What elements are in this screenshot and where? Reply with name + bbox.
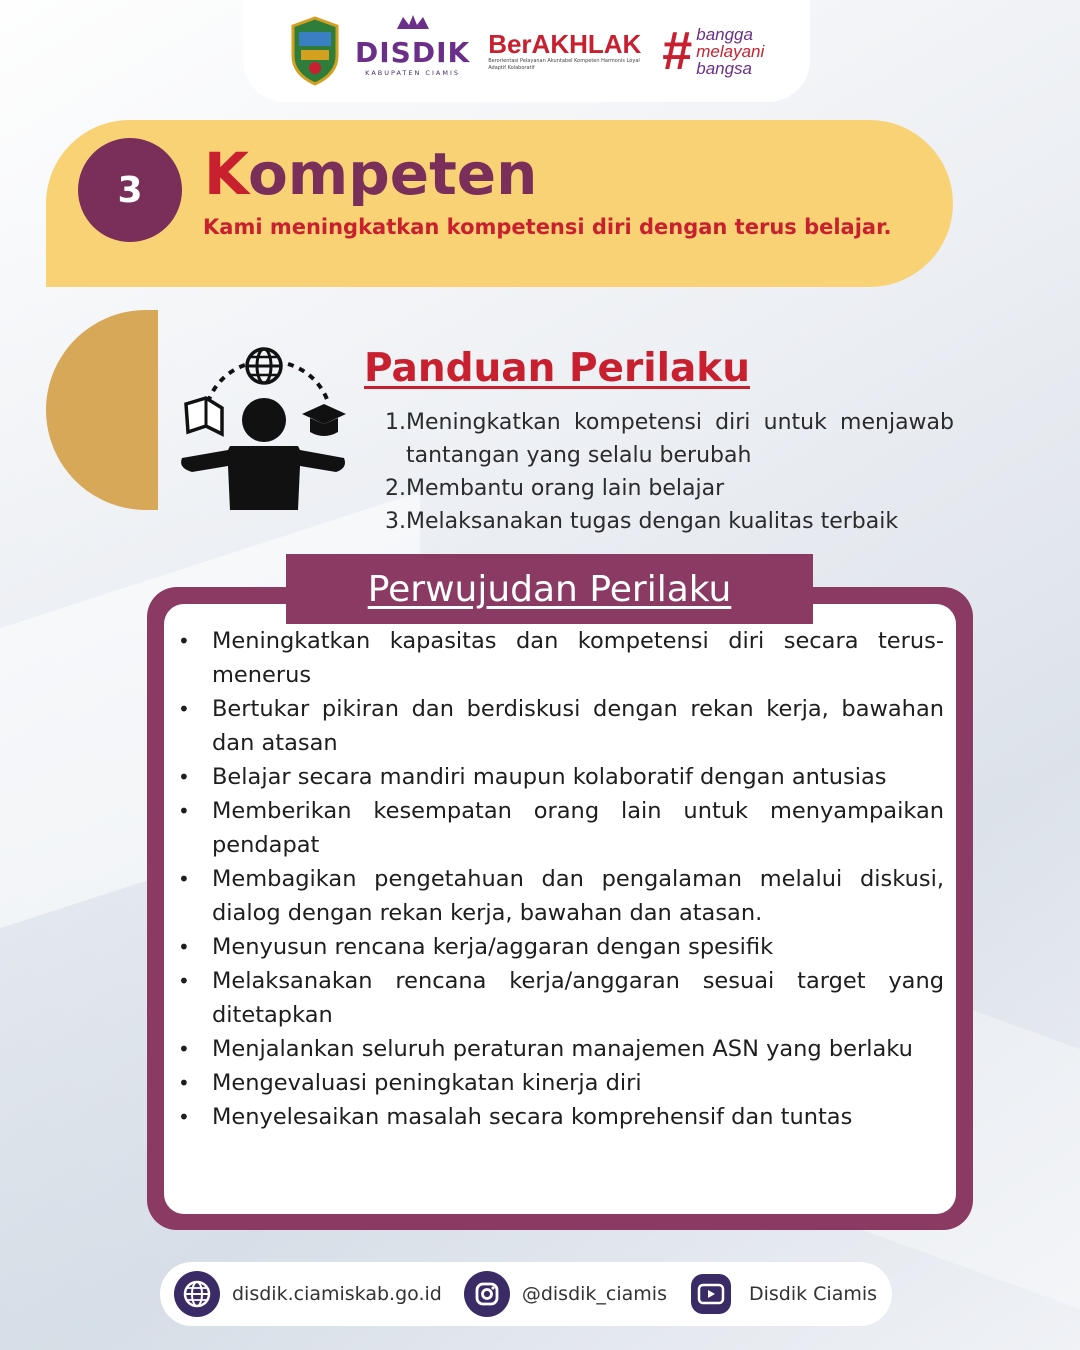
list-item: [178, 1066, 944, 1100]
list-item: [178, 760, 944, 794]
list-number: 2.: [385, 476, 406, 501]
list-item: [178, 624, 944, 692]
bullet: •: [178, 867, 190, 891]
hashtag-mark: #: [662, 21, 693, 81]
perwujudan-heading: Perwujudan Perilaku: [367, 568, 732, 610]
list-text: Menyelesaikan masalah secara komprehensif dan tuntas: [212, 1104, 853, 1130]
website-link[interactable]: [174, 1271, 442, 1317]
disdik-wordmark: DISDIK: [355, 36, 471, 69]
berakhlak-logo: [488, 30, 648, 72]
bullet: •: [178, 697, 190, 721]
title-rest: ompeten: [247, 140, 538, 208]
berakhlak-tagline: Berorientasi Pelayanan Akuntabel Kompeten Harmonis Loyal Adaptif Kolaboratif: [488, 58, 640, 71]
list-text: Melaksanakan tugas dengan kualitas terbaik: [406, 509, 899, 534]
disdik-crown-icon: [393, 13, 433, 31]
list-number: 3.: [385, 509, 406, 534]
bullet: •: [178, 765, 190, 789]
list-text: Meningkatkan kapasitas dan kompetensi diri secara terus-menerus: [212, 628, 944, 688]
page-subtitle: Kami meningkatkan kompetensi diri dengan terus belajar.: [203, 215, 892, 239]
panduan-list: [380, 406, 954, 538]
youtube-icon: [691, 1274, 731, 1314]
instagram-text: @disdik_ciamis: [521, 1283, 667, 1305]
bangga-line: bangga: [696, 24, 753, 44]
title-initial: K: [204, 140, 248, 208]
instagram-icon: [464, 1271, 510, 1317]
globe-icon: [174, 1271, 220, 1317]
list-text: Membagikan pengetahuan dan pengalaman melalui diskusi, dialog dengan rekan kerja, bawahan dan atasan.: [212, 866, 944, 926]
youtube-text: Disdik Ciamis: [748, 1283, 878, 1305]
bullet: •: [178, 969, 190, 993]
perwujudan-list: [178, 624, 944, 1134]
bullet: •: [178, 1105, 190, 1129]
list-text: Bertukar pikiran dan berdiskusi dengan rekan kerja, bawahan dan atasan: [212, 696, 944, 756]
bangga-line: melayani: [696, 41, 765, 61]
list-text: Mengevaluasi peningkatan kinerja diri: [212, 1070, 642, 1096]
list-item: [178, 1032, 944, 1066]
youtube-link[interactable]: [691, 1274, 877, 1314]
bullet: •: [178, 799, 190, 823]
bullet: •: [178, 629, 190, 653]
value-number-badge: 3: [78, 138, 182, 242]
list-text: Meningkatkan kompetensi diri untuk menjawab tantangan yang selalu berubah: [406, 410, 954, 468]
bangga-melayani-logo: [662, 21, 765, 81]
list-item: [380, 472, 954, 505]
berakhlak-wordmark: BerAKHLAK: [488, 29, 642, 59]
list-item: [178, 964, 944, 1032]
list-text: Melaksanakan rencana kerja/anggaran sesuai target yang ditetapkan: [212, 968, 944, 1028]
list-item: [178, 692, 944, 760]
list-item: [178, 794, 944, 862]
list-text: Menyusun rencana kerja/aggaran dengan spesifik: [212, 934, 774, 960]
list-item: [178, 862, 944, 930]
list-item: [178, 1100, 944, 1134]
bullet: •: [178, 1071, 190, 1095]
ciamis-crest-icon: [291, 16, 339, 86]
logo-bar: [243, 0, 810, 102]
list-item: [178, 930, 944, 964]
bullet: •: [178, 935, 190, 959]
list-text: Membantu orang lain belajar: [406, 476, 725, 501]
list-text: Menjalankan seluruh peraturan manajemen ASN yang berlaku: [212, 1036, 913, 1062]
social-footer: [160, 1262, 892, 1326]
list-text: Memberikan kesempatan orang lain untuk menyampaikan pendapat: [212, 798, 944, 858]
panduan-heading: Panduan Perilaku: [364, 346, 750, 391]
bangga-line: bangsa: [696, 58, 753, 78]
bullet: •: [178, 1037, 190, 1061]
disdik-subtitle: KABUPATEN CIAMIS: [365, 69, 460, 77]
list-text: Belajar secara mandiri maupun kolaboratif dengan antusias: [212, 764, 887, 790]
list-item: [380, 505, 954, 538]
disdik-logo: [355, 25, 470, 77]
page-title: [204, 140, 537, 208]
perwujudan-header: [286, 554, 813, 624]
list-item: [380, 406, 954, 472]
instagram-link[interactable]: [464, 1271, 667, 1317]
website-text: disdik.ciamiskab.go.id: [232, 1283, 442, 1305]
list-number: 1.: [385, 410, 406, 435]
learning-person-icon: [178, 342, 348, 514]
